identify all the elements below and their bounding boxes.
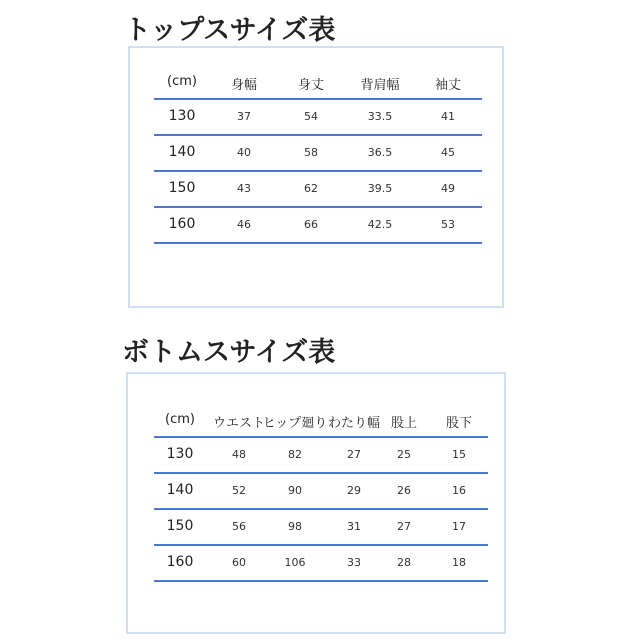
column-header: わたり幅 xyxy=(327,416,381,431)
row-divider xyxy=(154,472,488,474)
table-cell: 15 xyxy=(452,448,466,461)
row-divider xyxy=(154,206,482,208)
table-cell: 16 xyxy=(452,484,466,497)
table-cell: 98 xyxy=(288,520,302,533)
size-label: 140 xyxy=(166,482,194,498)
column-header: (cm) xyxy=(167,74,197,89)
table-cell: 66 xyxy=(304,218,318,231)
table-cell: 58 xyxy=(304,146,318,159)
column-header: 股上 xyxy=(390,416,418,431)
table-cell: 43 xyxy=(237,182,251,195)
size-label: 160 xyxy=(168,216,196,232)
column-header: (cm) xyxy=(165,412,195,427)
bottoms-size-table xyxy=(126,372,506,634)
table-cell: 25 xyxy=(397,448,411,461)
table-cell: 56 xyxy=(232,520,246,533)
bottoms-size-table-title: ボトムスサイズ表 xyxy=(122,337,336,368)
table-cell: 45 xyxy=(441,146,455,159)
table-cell: 18 xyxy=(452,556,466,569)
table-cell: 62 xyxy=(304,182,318,195)
table-cell: 60 xyxy=(232,556,246,569)
table-cell: 52 xyxy=(232,484,246,497)
table-cell: 28 xyxy=(397,556,411,569)
table-cell: 40 xyxy=(237,146,251,159)
column-header: 背肩幅 xyxy=(360,78,400,93)
table-cell: 42.5 xyxy=(367,218,393,231)
size-label: 160 xyxy=(166,554,194,570)
table-cell: 27 xyxy=(347,448,361,461)
table-cell: 54 xyxy=(304,110,318,123)
table-cell: 46 xyxy=(237,218,251,231)
column-header: ヒップ廻り xyxy=(262,416,328,431)
table-cell: 53 xyxy=(441,218,455,231)
table-cell: 49 xyxy=(441,182,455,195)
row-divider xyxy=(154,134,482,136)
size-label: 150 xyxy=(166,518,194,534)
size-label: 130 xyxy=(168,108,196,124)
column-header: 股下 xyxy=(445,416,473,431)
table-cell: 29 xyxy=(347,484,361,497)
table-cell: 82 xyxy=(288,448,302,461)
table-cell: 33 xyxy=(347,556,361,569)
row-divider xyxy=(154,544,488,546)
table-cell: 33.5 xyxy=(367,110,393,123)
table-cell: 48 xyxy=(232,448,246,461)
table-cell: 31 xyxy=(347,520,361,533)
row-divider xyxy=(154,436,488,438)
size-label: 130 xyxy=(166,446,194,462)
table-cell: 41 xyxy=(441,110,455,123)
tops-size-table xyxy=(128,46,504,308)
column-header: 身幅 xyxy=(230,78,258,93)
row-divider xyxy=(154,508,488,510)
column-header: ウエスト xyxy=(212,416,266,431)
table-cell: 36.5 xyxy=(367,146,393,159)
table-cell: 26 xyxy=(397,484,411,497)
table-cell: 17 xyxy=(452,520,466,533)
table-cell: 39.5 xyxy=(367,182,393,195)
tops-size-table-title: トップスサイズ表 xyxy=(124,15,336,46)
size-label: 140 xyxy=(168,144,196,160)
table-cell: 90 xyxy=(288,484,302,497)
size-label: 150 xyxy=(168,180,196,196)
row-divider xyxy=(154,242,482,244)
row-divider xyxy=(154,580,488,582)
row-divider xyxy=(154,170,482,172)
table-cell: 27 xyxy=(397,520,411,533)
table-cell: 106 xyxy=(284,556,306,569)
column-header: 袖丈 xyxy=(434,78,462,93)
row-divider xyxy=(154,98,482,100)
table-cell: 37 xyxy=(237,110,251,123)
column-header: 身丈 xyxy=(297,78,325,93)
